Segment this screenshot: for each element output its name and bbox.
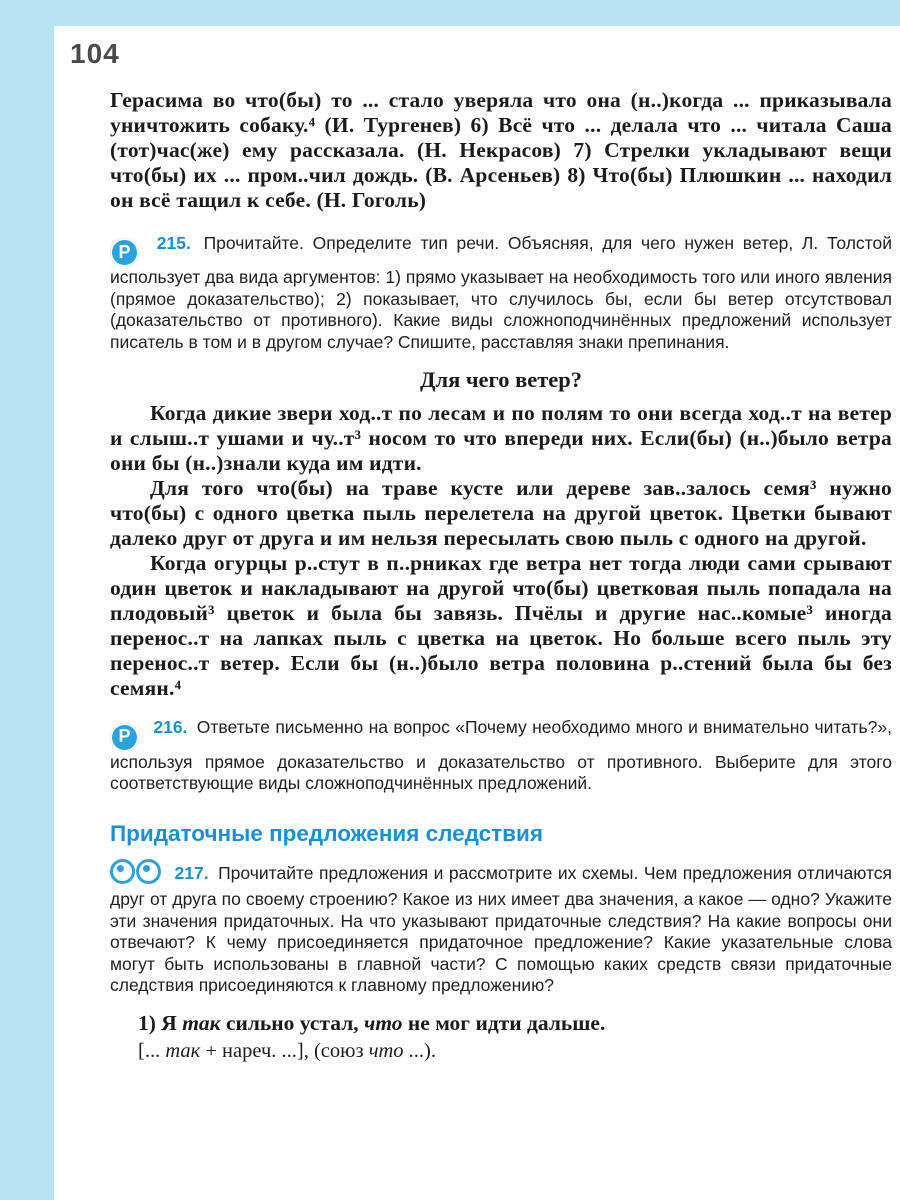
left-color-strip	[0, 0, 54, 1200]
example-sentence	[138, 1011, 892, 1036]
exercise-216-instruction: Ответьте письменно на вопрос «Почему необходимо много и внимательно читать?», используя прямое доказательство и доказательство от противного. Выберите для этого соответствующие виды сложноподчинённых предложений.	[110, 717, 892, 793]
exercise-217	[110, 859, 892, 997]
scheme-part: + нареч. ...], (союз	[200, 1039, 369, 1062]
section-heading: Придаточные предложения следствия	[110, 820, 543, 846]
speech-development-icon: Р	[110, 238, 139, 267]
exercise-216	[110, 717, 892, 794]
reading-paragraph-2: Для того что(бы) на траве кусте или дереве зав..залось семя³ нужно что(бы) с одного цветка пыль перелетела на другой цветок. Цветки бывают далеко друг от друга и им нельзя пересылать свою пыль с одного на другой.	[110, 476, 892, 551]
speech-development-icon: Р	[110, 723, 139, 752]
page-content	[110, 88, 892, 1063]
eye-icon	[136, 859, 161, 884]
top-color-strip	[0, 0, 900, 26]
exercise-216-number: 216.	[153, 717, 188, 738]
exercise-215-instruction: Прочитайте. Определите тип речи. Объясняя, для чего нужен ветер, Л. Толстой использует два вида аргументов: 1) прямо указывает на необходимость того или иного явления (прямое доказательство); 2) показывает, что случилось бы, если бы ветер отсутствовал (доказательство от противного). Какие виды сложноподчинённых предложений использует писатель в том и в другом случае? Спишите, расставляя знаки препинания.	[110, 233, 892, 352]
connective-word: так	[182, 1010, 221, 1035]
example-scheme	[138, 1040, 892, 1063]
exercise-215-number: 215.	[156, 233, 191, 253]
connective-word: так	[165, 1039, 201, 1062]
page-number: 104	[70, 38, 120, 69]
reading-paragraph-1: Когда дикие звери ход..т по лесам и по полям то они всегда ход..т на ветер и слыш..т ушами и чу..т³ носом то что впереди них. Если(бы) (н..)было ветра они бы (н..)знали куда им идти.	[110, 401, 892, 476]
sentence-part: не мог идти дальше.	[402, 1010, 606, 1035]
reading-paragraph-3: Когда огурцы р..стут в п..рниках где ветра нет тогда люди сами срывают один цветок и накладывают на другой что(бы) цветковая пыль попадала на плодовый³ цветок и была бы завязь. Пчёлы и другие нас..комые³ иногда перенос..т на лапках пыль с цветка на цветок. Но больше всего пыль эту перенос..т ветер. Если бы (н..)было ветра половина р..стений была бы без семян.⁴	[110, 551, 892, 701]
reading-text-title: Для чего ветер?	[419, 367, 583, 393]
sentence-part: 1) Я	[138, 1010, 183, 1035]
scheme-part: [...	[138, 1039, 166, 1062]
eye-icon	[110, 859, 135, 884]
exercise-217-number: 217.	[174, 862, 209, 883]
observation-eyes-icon	[110, 859, 161, 890]
sentence-part: сильно устал,	[220, 1010, 365, 1035]
connective-word: что	[368, 1039, 404, 1062]
exercise-217-instruction: Прочитайте предложения и рассмотрите их схемы. Чем предложения отличаются друг от друга по своему строению? Какое из них имеет два значения, а какое — одно? Укажите эти значения придаточных. На что указывают придаточные следствия? На какие вопросы они отвечают? К чему присоединяется придаточное предложение? Какие указательные слова могут быть использованы в главной части? С помощью каких средств связи придаточные следствия присоединяются к главному предложению?	[110, 862, 892, 995]
scheme-part: ...).	[403, 1039, 436, 1062]
dictation-continuation-text: Герасима во что(бы) то ... стало уверяла что она (н..)когда ... приказывала уничтожить собаку.⁴ (И. Тургенев) 6) Всё что ... делала что ... читала Саша (тот)час(же) ему рассказала. (Н. Некрасов) 7) Стрелки укладывают вещи что(бы) их ... пром..чил дождь. (В. Арсеньев) 8) Что(бы) Плюшкин ... находил он всё тащил к себе. (Н. Гоголь)	[110, 88, 892, 212]
connective-word: что	[364, 1010, 403, 1035]
exercise-215	[110, 233, 892, 353]
